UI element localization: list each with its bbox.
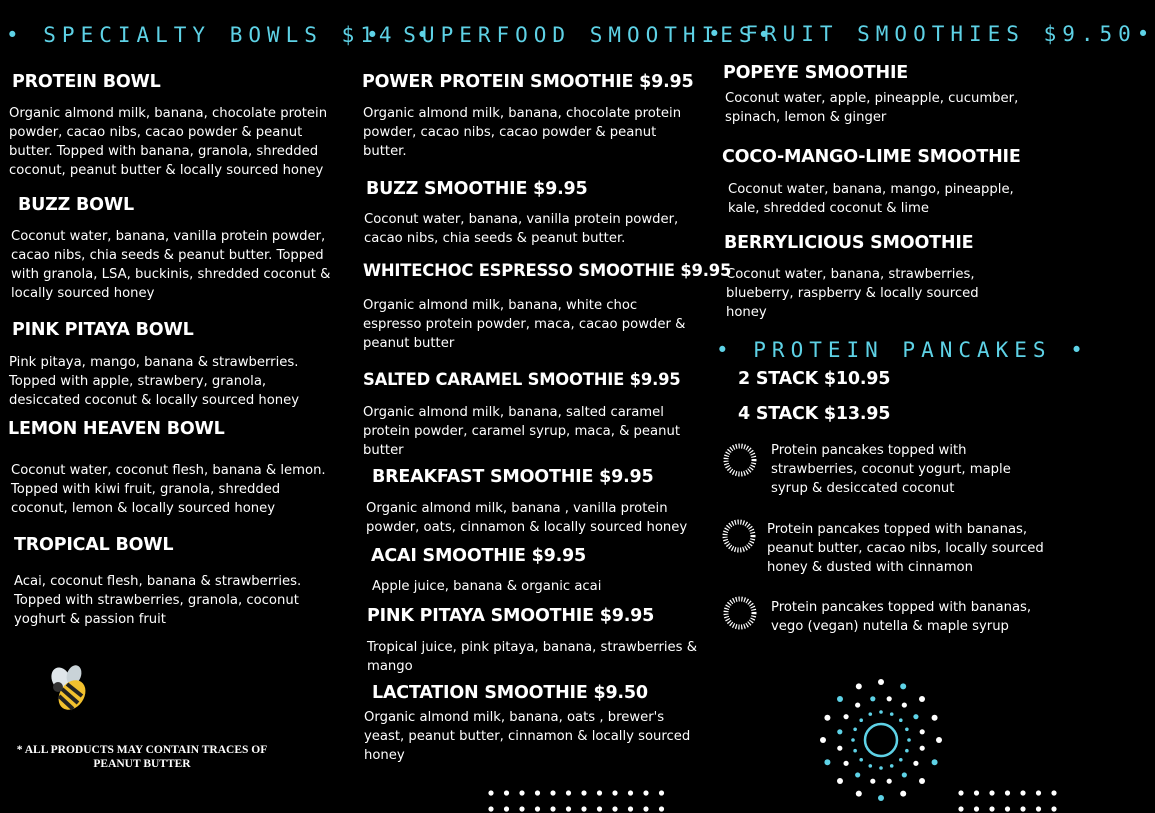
decor-dot bbox=[628, 790, 633, 795]
decor-dot bbox=[900, 683, 906, 689]
bowl-name: BUZZ BOWL bbox=[18, 195, 134, 215]
decor-dot bbox=[837, 729, 842, 734]
smoothie-name: PINK PITAYA SMOOTHIE $9.95 bbox=[367, 606, 655, 626]
decor-dot bbox=[870, 779, 875, 784]
decor-dot bbox=[878, 795, 884, 801]
decor-dot bbox=[878, 679, 884, 685]
smoothie-name: LACTATION SMOOTHIE $9.50 bbox=[372, 683, 648, 703]
decor-dot bbox=[905, 727, 909, 731]
decor-dot bbox=[519, 790, 524, 795]
pancake-desc: Protein pancakes topped with strawberries, coconut yogurt, maple syrup & desiccated coconut bbox=[771, 443, 1011, 496]
decor-dot bbox=[902, 772, 907, 777]
decor-dot bbox=[920, 746, 925, 751]
dot-burst-icon bbox=[810, 670, 952, 810]
decor-dot bbox=[902, 702, 907, 707]
dot-row-decoration bbox=[953, 786, 1053, 813]
smoothie-desc: Tropical juice, pink pitaya, banana, strawberries & mango bbox=[367, 640, 698, 674]
decor-dot bbox=[851, 738, 855, 742]
fruit-smoothie-desc: Coconut water, apple, pineapple, cucumber, spinach, lemon & ginger bbox=[725, 91, 1019, 125]
fruit-smoothie-name: POPEYE SMOOTHIE bbox=[723, 63, 909, 83]
decor-dot bbox=[920, 729, 925, 734]
decor-dot bbox=[913, 761, 918, 766]
decor-dot bbox=[853, 749, 857, 753]
decor-dot bbox=[919, 696, 925, 702]
decor-dot bbox=[913, 714, 918, 719]
decor-dot bbox=[550, 790, 555, 795]
decor-dot bbox=[899, 718, 903, 722]
smoothie-desc: Organic almond milk, banana, white choc espresso protein powder, maca, cacao powder & peanut butter bbox=[363, 298, 686, 351]
smoothie-desc: Coconut water, banana, vanilla protein powder, cacao nibs, chia seeds & peanut butter. bbox=[364, 212, 679, 246]
decor-dot bbox=[887, 779, 892, 784]
bowl-name: TROPICAL BOWL bbox=[14, 535, 174, 555]
decor-dot bbox=[535, 790, 540, 795]
decor-dot bbox=[535, 806, 540, 811]
decor-dot bbox=[843, 761, 848, 766]
bowl-name: PROTEIN BOWL bbox=[12, 72, 161, 92]
decor-dot bbox=[1051, 806, 1056, 811]
decor-dot bbox=[856, 791, 862, 797]
smoothie-name: ACAI SMOOTHIE $9.95 bbox=[371, 546, 587, 566]
dot-ring-icon bbox=[723, 596, 757, 630]
decor-dot bbox=[1036, 790, 1041, 795]
decor-dot bbox=[581, 790, 586, 795]
bee-icon bbox=[44, 663, 96, 715]
fruit-smoothie-desc: Coconut water, banana, strawberries, blueberry, raspberry & locally sourced honey bbox=[726, 267, 979, 320]
smoothie-name: BREAKFAST SMOOTHIE $9.95 bbox=[372, 467, 654, 487]
decor-dot bbox=[643, 790, 648, 795]
decor-dot bbox=[905, 749, 909, 753]
decor-dot bbox=[868, 764, 872, 768]
decor-dot bbox=[853, 727, 857, 731]
decor-dot bbox=[890, 712, 894, 716]
smoothie-desc: Organic almond milk, banana, chocolate protein powder, cacao nibs, cacao powder & peanut butter. bbox=[363, 106, 682, 159]
bowl-desc: Acai, coconut flesh, banana & strawberries. Topped with strawberries, granola, coconut yoghurt & passion fruit bbox=[14, 574, 302, 627]
section-title-protein-pancakes: • PROTEIN PANCAKES • bbox=[716, 338, 1089, 362]
decor-dot bbox=[1036, 806, 1041, 811]
decor-dot bbox=[879, 710, 883, 714]
pancake-4-stack-price: 4 STACK $13.95 bbox=[738, 404, 891, 424]
decor-dot bbox=[900, 791, 906, 797]
smoothie-name: SALTED CARAMEL SMOOTHIE $9.95 bbox=[363, 370, 681, 389]
decor-dot bbox=[566, 806, 571, 811]
pancake-desc: Protein pancakes topped with bananas, peanut butter, cacao nibs, locally sourced honey & dusted with cinnamon bbox=[767, 522, 1044, 575]
fruit-smoothie-desc: Coconut water, banana, mango, pineapple, kale, shredded coconut & lime bbox=[728, 182, 1014, 216]
decor-dot bbox=[919, 778, 925, 784]
decor-dot bbox=[837, 746, 842, 751]
section-title-specialty-bowls: • SPECIALTY BOWLS $14 • bbox=[6, 23, 435, 47]
decor-dot bbox=[868, 712, 872, 716]
decor-dot bbox=[1005, 790, 1010, 795]
decor-dot bbox=[504, 806, 509, 811]
decor-dot bbox=[837, 696, 843, 702]
decor-dot bbox=[843, 714, 848, 719]
decor-dot bbox=[989, 790, 994, 795]
decor-dot bbox=[899, 758, 903, 762]
fruit-smoothie-name: BERRYLICIOUS SMOOTHIE bbox=[724, 233, 974, 253]
bowl-name: PINK PITAYA BOWL bbox=[12, 320, 194, 340]
decor-dot bbox=[824, 759, 830, 765]
bowl-desc: Pink pitaya, mango, banana & strawberries. Topped with apple, strawbery, granola, desiccated coconut & locally sourced honey bbox=[9, 355, 300, 408]
smoothie-desc: Organic almond milk, banana , vanilla protein powder, oats, cinnamon & locally sourced honey bbox=[366, 501, 688, 535]
decor-dot bbox=[519, 806, 524, 811]
decor-dot bbox=[581, 806, 586, 811]
smoothie-desc: Apple juice, banana & organic acai bbox=[372, 579, 602, 594]
decor-dot bbox=[566, 790, 571, 795]
decor-dot bbox=[887, 696, 892, 701]
fruit-smoothie-name: COCO-MANGO-LIME SMOOTHIE bbox=[722, 147, 1021, 167]
decor-dot bbox=[488, 806, 493, 811]
bowl-desc: Coconut water, banana, vanilla protein powder, cacao nibs, chia seeds & peanut butter. Topped with granola, LSA, buckinis, shredded coconut & locally sourced honey bbox=[11, 229, 331, 301]
decor-dot bbox=[958, 790, 963, 795]
bowl-desc: Coconut water, coconut flesh, banana & lemon. Topped with kiwi fruit, granola, shredded coconut, lemon & locally sourced honey bbox=[11, 463, 326, 516]
decor-dot bbox=[932, 759, 938, 765]
decor-dot bbox=[1051, 790, 1056, 795]
dot-row-decoration bbox=[483, 786, 673, 813]
smoothie-desc: Organic almond milk, banana, oats , brewer's yeast, peanut butter, cinnamon & locally sourced honey bbox=[364, 710, 691, 763]
decor-dot bbox=[597, 806, 602, 811]
pancake-desc: Protein pancakes topped with bananas, vego (vegan) nutella & maple syrup bbox=[771, 600, 1032, 634]
decor-dot bbox=[612, 806, 617, 811]
decor-dot bbox=[870, 696, 875, 701]
pancake-2-stack-price: 2 STACK $10.95 bbox=[738, 369, 891, 389]
decor-dot bbox=[890, 764, 894, 768]
decor-dot bbox=[824, 715, 830, 721]
decor-dot bbox=[820, 737, 826, 743]
decor-dot bbox=[932, 715, 938, 721]
decor-dot bbox=[879, 766, 883, 770]
decor-dot bbox=[958, 806, 963, 811]
decor-dot bbox=[659, 790, 664, 795]
decor-dot bbox=[550, 806, 555, 811]
decor-dot bbox=[974, 806, 979, 811]
decor-dot bbox=[504, 790, 509, 795]
decor-dot bbox=[612, 790, 617, 795]
decor-dot bbox=[837, 778, 843, 784]
decor-dot bbox=[859, 758, 863, 762]
dot-ring-icon bbox=[722, 519, 756, 553]
smoothie-name: BUZZ SMOOTHIE $9.95 bbox=[366, 179, 588, 199]
section-title-fruit-smoothies: • FRUIT SMOOTHIES $9.50• bbox=[708, 22, 1155, 46]
bowl-name: LEMON HEAVEN BOWL bbox=[8, 419, 225, 439]
decor-dot bbox=[856, 683, 862, 689]
smoothie-name: POWER PROTEIN SMOOTHIE $9.95 bbox=[362, 72, 694, 92]
decor-dot bbox=[1005, 806, 1010, 811]
decor-dot bbox=[855, 772, 860, 777]
decor-dot bbox=[628, 806, 633, 811]
dot-ring-icon bbox=[723, 443, 757, 477]
decor-dot bbox=[907, 738, 911, 742]
smoothie-desc: Organic almond milk, banana, salted caramel protein powder, caramel syrup, maca, & peanut butter bbox=[363, 405, 681, 458]
decor-dot bbox=[989, 806, 994, 811]
decor-dot bbox=[1020, 806, 1025, 811]
decor-dot bbox=[855, 702, 860, 707]
decor-dot bbox=[659, 806, 664, 811]
bowl-desc: Organic almond milk, banana, chocolate protein powder, cacao nibs, cacao powder & peanut butter. Topped with banana, granola, shredded coconut, peanut butter & locally sourced honey bbox=[9, 106, 328, 178]
decor-dot bbox=[974, 790, 979, 795]
section-title-superfood-smoothies: • SUPERFOOD SMOOTHIES• bbox=[366, 23, 777, 47]
decor-dot bbox=[597, 790, 602, 795]
decor-dot bbox=[488, 790, 493, 795]
smoothie-name: WHITECHOC ESPRESSO SMOOTHIE $9.95 bbox=[363, 261, 732, 280]
decor-dot bbox=[936, 737, 942, 743]
decor-dot bbox=[1020, 790, 1025, 795]
decor-dot bbox=[859, 718, 863, 722]
decor-dot bbox=[643, 806, 648, 811]
allergen-note: * ALL PRODUCTS MAY CONTAIN TRACES OF PEANUT BUTTER bbox=[16, 744, 268, 770]
